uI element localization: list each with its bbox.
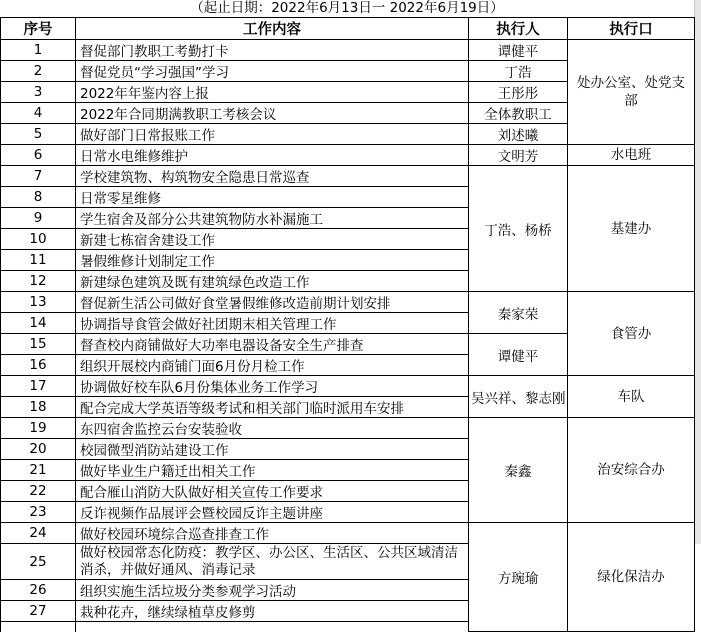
header-seq[interactable]: 序号: [1, 18, 76, 40]
executor-cell[interactable]: 吴兴祥、黎志刚: [469, 376, 568, 418]
seq-cell[interactable]: 12: [1, 271, 76, 292]
seq-cell[interactable]: 26: [1, 580, 76, 601]
table-row: [1, 418, 695, 439]
task-cell[interactable]: 日常水电维修维护: [76, 145, 469, 166]
task-cell[interactable]: 协调指导食管会做好社团期末相关管理工作: [76, 313, 469, 334]
task-cell[interactable]: 做好部门日常报账工作: [76, 124, 469, 145]
task-cell[interactable]: [76, 622, 469, 632]
task-cell[interactable]: 做好校园环境综合巡查排查工作: [76, 523, 469, 544]
seq-cell[interactable]: 23: [1, 502, 76, 523]
seq-cell[interactable]: 25: [1, 544, 76, 580]
seq-cell[interactable]: 3: [1, 82, 76, 103]
seq-cell[interactable]: 18: [1, 397, 76, 418]
header-row: [1, 18, 695, 40]
task-cell[interactable]: 新建七栋宿舍建设工作: [76, 229, 469, 250]
executor-cell[interactable]: 刘述曦: [469, 124, 568, 145]
dept-cell[interactable]: 绿化保洁办: [568, 523, 695, 632]
executor-cell[interactable]: 全体教职工: [469, 103, 568, 124]
seq-cell[interactable]: 22: [1, 481, 76, 502]
seq-cell[interactable]: 27: [1, 601, 76, 622]
executor-cell[interactable]: 谭健平: [469, 334, 568, 376]
table-row: [1, 40, 695, 61]
dept-cell[interactable]: 治安综合办: [568, 418, 695, 523]
seq-cell[interactable]: 21: [1, 460, 76, 481]
executor-cell[interactable]: 文明芳: [469, 145, 568, 166]
table-row: [1, 523, 695, 544]
seq-cell[interactable]: 24: [1, 523, 76, 544]
executor-cell[interactable]: 丁浩、杨桥: [469, 166, 568, 292]
task-cell[interactable]: 2022年年鉴内容上报: [76, 82, 469, 103]
scrollbar-edge[interactable]: [694, 0, 701, 544]
seq-cell[interactable]: 19: [1, 418, 76, 439]
task-cell[interactable]: 东四宿舍监控云台安装验收: [76, 418, 469, 439]
task-cell[interactable]: 配合完成大学英语等级考试和相关部门临时派用车安排: [76, 397, 469, 418]
dept-cell[interactable]: 处办公室、处党支部: [568, 40, 695, 145]
task-cell[interactable]: 配合雁山消防大队做好相关宣传工作要求: [76, 481, 469, 502]
executor-cell[interactable]: 秦家荣: [469, 292, 568, 334]
task-cell[interactable]: 督促党员“学习强国”学习: [76, 61, 469, 82]
seq-cell[interactable]: 4: [1, 103, 76, 124]
executor-cell[interactable]: 方琬瑜: [469, 523, 568, 632]
seq-cell[interactable]: 16: [1, 355, 76, 376]
task-cell[interactable]: 协调做好校车队6月份集体业务工作学习: [76, 376, 469, 397]
task-cell[interactable]: 组织实施生活垃圾分类参观学习活动: [76, 580, 469, 601]
seq-cell[interactable]: 8: [1, 187, 76, 208]
seq-cell[interactable]: 5: [1, 124, 76, 145]
dept-cell[interactable]: 食管办: [568, 292, 695, 376]
task-cell[interactable]: 日常零星维修: [76, 187, 469, 208]
seq-cell[interactable]: 11: [1, 250, 76, 271]
task-cell[interactable]: 2022年合同期满教职工考核会议: [76, 103, 469, 124]
seq-cell[interactable]: 9: [1, 208, 76, 229]
dept-cell[interactable]: 水电班: [568, 145, 695, 166]
seq-cell[interactable]: 2: [1, 61, 76, 82]
table-row: [1, 376, 695, 397]
header-dept[interactable]: 执行口: [568, 18, 695, 40]
task-cell[interactable]: 新建绿色建筑及既有建筑绿色改造工作: [76, 271, 469, 292]
header-content[interactable]: 工作内容: [76, 18, 469, 40]
dept-cell[interactable]: 基建办: [568, 166, 695, 292]
work-plan-table: [0, 17, 695, 632]
seq-cell[interactable]: 10: [1, 229, 76, 250]
seq-cell[interactable]: 20: [1, 439, 76, 460]
task-cell[interactable]: 学校建筑物、构筑物安全隐患日常巡查: [76, 166, 469, 187]
task-cell[interactable]: 学生宿舍及部分公共建筑物防水补漏施工: [76, 208, 469, 229]
header-executor[interactable]: 执行人: [469, 18, 568, 40]
executor-cell[interactable]: 王彤彤: [469, 82, 568, 103]
task-cell[interactable]: 组织开展校内商铺门面6月份月检工作: [76, 355, 469, 376]
executor-cell[interactable]: 丁浩: [469, 61, 568, 82]
seq-cell[interactable]: 15: [1, 334, 76, 355]
task-cell[interactable]: 校园微型消防站建设工作: [76, 439, 469, 460]
executor-cell[interactable]: 谭健平: [469, 40, 568, 61]
task-cell[interactable]: 暑假维修计划制定工作: [76, 250, 469, 271]
seq-cell[interactable]: 1: [1, 40, 76, 61]
task-cell[interactable]: 反诈视频作品展评会暨校园反诈主题讲座: [76, 502, 469, 523]
seq-cell[interactable]: [1, 622, 76, 632]
seq-cell[interactable]: 7: [1, 166, 76, 187]
date-range: （起止日期：2022年6月13日一 2022年6月19日）: [190, 0, 504, 16]
task-cell[interactable]: 督促新生活公司做好食堂暑假维修改造前期计划安排: [76, 292, 469, 313]
table-row: [1, 292, 695, 313]
task-cell[interactable]: 栽种花卉，继续绿植草皮修剪: [76, 601, 469, 622]
table-row: [1, 145, 695, 166]
executor-cell[interactable]: 秦鑫: [469, 418, 568, 523]
seq-cell[interactable]: 17: [1, 376, 76, 397]
seq-cell[interactable]: 13: [1, 292, 76, 313]
seq-cell[interactable]: 14: [1, 313, 76, 334]
table-row: [1, 166, 695, 187]
task-cell[interactable]: 督查校内商铺做好大功率电器设备安全生产排查: [76, 334, 469, 355]
seq-cell[interactable]: 6: [1, 145, 76, 166]
task-cell[interactable]: 督促部门教职工考勤打卡: [76, 40, 469, 61]
dept-cell[interactable]: 车队: [568, 376, 695, 418]
task-cell[interactable]: 做好校园常态化防疫：教学区、办公区、生活区、公共区域清洁消杀，并做好通风、消毒记录: [76, 544, 469, 580]
task-cell[interactable]: 做好毕业生户籍迁出相关工作: [76, 460, 469, 481]
